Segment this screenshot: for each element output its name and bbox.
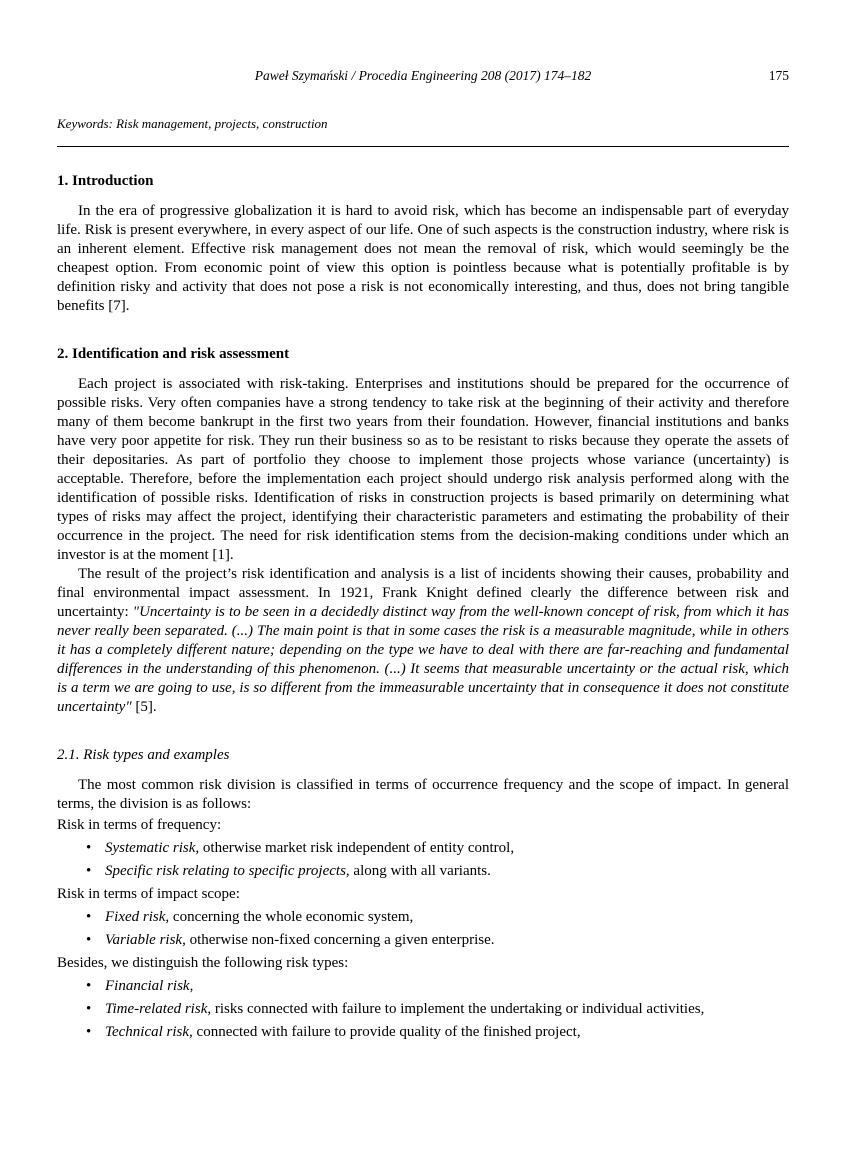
risk-term: Systematic risk bbox=[105, 840, 196, 856]
risk-term: Variable risk, bbox=[105, 932, 186, 948]
label-frequency: Risk in terms of frequency: bbox=[57, 817, 222, 833]
bullet-list-risk-types bbox=[57, 977, 789, 1042]
quote-tail: [5]. bbox=[131, 699, 157, 715]
paragraph-risk-division-intro: The most common risk division is classified in terms of occurrence frequency and the scope of impact. In general terms, the division is as follows: bbox=[57, 777, 789, 812]
risk-description: , otherwise market risk independent of entity control, bbox=[195, 840, 515, 856]
risk-term: Technical risk, bbox=[105, 1024, 193, 1040]
risk-description: , bbox=[189, 978, 194, 994]
keywords-line: Keywords: Risk management, projects, construction bbox=[57, 116, 328, 131]
list-item bbox=[57, 977, 789, 996]
subsection-heading-risk-types: 2.1. Risk types and examples bbox=[57, 747, 230, 763]
list-item bbox=[57, 931, 789, 950]
risk-description: concerning the whole economic system, bbox=[169, 909, 414, 925]
page-number: 175 bbox=[768, 68, 789, 83]
label-other-risk-types: Besides, we distinguish the following risk types: bbox=[57, 955, 349, 971]
risk-description: , risks connected with failure to implement the undertaking or individual activities, bbox=[207, 1001, 705, 1017]
page-header bbox=[57, 68, 789, 85]
risk-term: Financial risk bbox=[105, 978, 190, 994]
paragraph-introduction: In the era of progressive globalization it is hard to avoid risk, which has become an indispensable part of everyday life. Risk is present everywhere, in every aspect of our life. One of such aspects is the construction industry, where risk is an inherent element. Effective risk management does not mean the removal of risk, which would seemingly be the cheapest option. From economic point of view this option is pointless because what is potentially profitable is by definition risky and activity that does not pose a risk is not economically interesting, and thus, does not bring tangible benefits [7]. bbox=[57, 203, 789, 314]
list-item bbox=[57, 839, 789, 858]
risk-description: connected with failure to provide quality of the finished project, bbox=[192, 1024, 581, 1040]
risk-description: , along with all variants. bbox=[345, 863, 491, 879]
header-divider bbox=[57, 146, 789, 147]
list-item bbox=[57, 1023, 789, 1042]
risk-term: Fixed risk, bbox=[105, 909, 170, 925]
running-title: Paweł Szymański / Procedia Engineering 208 (2017) 174–182 bbox=[254, 68, 592, 83]
section-heading-identification: 2. Identification and risk assessment bbox=[57, 346, 290, 362]
bullet-list-impact bbox=[57, 908, 789, 950]
section-heading-introduction: 1. Introduction bbox=[57, 173, 154, 189]
bullet-list-frequency bbox=[57, 839, 789, 881]
paragraph-risk-assessment: Each project is associated with risk-taking. Enterprises and institutions should be prepared for the occurrence of possible risks. Very often companies have a strong tendency to take risk at the beginning of their activity and therefore many of them become bankrupt in the first two years from their foundation. However, financial institutions and banks have very poor appetite for risk. They run their business so as to be resistant to risks because they operate the assets of their depositaries. As part of portfolio they choose to implement those projects whose variance (uncertainty) is acceptable. Therefore, before the implementation each project should undergo risk analysis performed along with the identification of possible risks. Identification of risks in construction projects is based primarily on determining what types of risks may affect the project, identifying their characteristic parameters and estimating the probability of their occurrence in the project. The need for risk identification stems from the decision-making conditions under which an investor is at the moment [1]. bbox=[57, 376, 789, 563]
paragraph-knight-quote bbox=[57, 565, 789, 717]
list-item bbox=[57, 1000, 789, 1019]
quote-lead: The result of the project’s risk identification and analysis is a list of incidents showing their causes, probability and final environmental impact assessment. In 1921, Frank Knight defined clearly the difference between risk and uncertainty: bbox=[57, 566, 789, 620]
risk-term: Time-related risk bbox=[105, 1001, 208, 1017]
risk-term: Specific risk relating to specific projects bbox=[105, 863, 346, 879]
list-item bbox=[57, 862, 789, 881]
label-impact-scope: Risk in terms of impact scope: bbox=[57, 886, 240, 902]
risk-description: otherwise non-fixed concerning a given enterprise. bbox=[185, 932, 495, 948]
list-item bbox=[57, 908, 789, 927]
quote-italic: "Uncertainty is to be seen in a decidedly distinct way from the well-known concept of risk, from which it has never really been separated. (...) The main point is that in some cases the risk is a measurable magnitude, while in others it has a completely different nature; depending on the type we have to deal with there are far-reaching and fundamental differences in the understanding of this phenomenon. (...) It seems that measurable uncertainty or the actual risk, which is a term we are going to use, is so different from the immeasurable uncertainty that in consequence it does not constitute uncertainty" bbox=[57, 604, 789, 715]
